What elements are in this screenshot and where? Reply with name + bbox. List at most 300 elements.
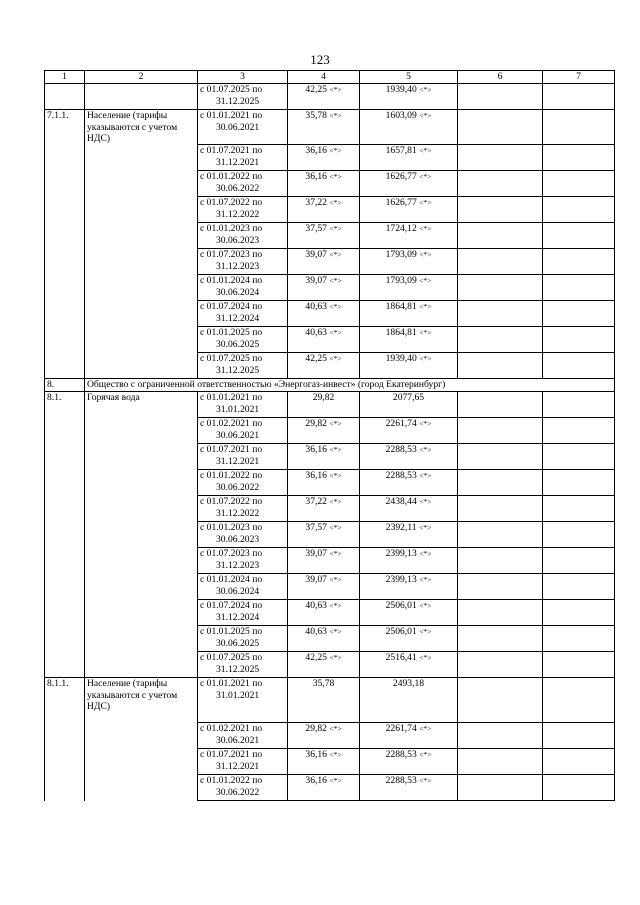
footnote-mark: <*> [419, 497, 432, 506]
value: 2506,01 [385, 626, 417, 637]
footnote-mark: <*> [419, 354, 432, 363]
period [198, 418, 288, 444]
period-end: 31.12.2021 [216, 156, 260, 168]
consumer-group [85, 223, 198, 249]
component-value-2 [360, 249, 458, 275]
tariff-row [45, 110, 615, 145]
consumer-group: Горячая вода [85, 392, 198, 418]
period [198, 652, 288, 678]
value: 39,07 [305, 548, 327, 559]
consumer-group [85, 353, 198, 379]
consumer-group [85, 249, 198, 275]
row-number [45, 418, 85, 444]
period-end: 31.12.2021 [216, 455, 260, 467]
component-value-1 [288, 171, 360, 197]
footnote-mark: <*> [329, 419, 342, 428]
value: 40,63 [305, 600, 327, 611]
period-end: 31.12.2023 [216, 559, 260, 571]
column-header: 1 [45, 71, 85, 84]
period-end: 30.06.2024 [216, 585, 260, 597]
empty-cell-6 [458, 171, 543, 197]
row-number [45, 171, 85, 197]
value: 40,63 [305, 327, 327, 338]
row-number: 8.1.1. [45, 678, 85, 723]
empty-cell-6 [458, 301, 543, 327]
period-end: 30.06.2024 [216, 286, 260, 298]
component-value-1 [288, 197, 360, 223]
empty-cell-7 [543, 197, 615, 223]
empty-cell-6 [458, 600, 543, 626]
period-start: с 01.01.2021 по [200, 392, 263, 403]
period [198, 574, 288, 600]
row-number [45, 723, 85, 749]
period-end: 30.06.2021 [216, 121, 260, 133]
column-header: 4 [288, 71, 360, 84]
period-end: 31.01.2021 [216, 689, 260, 701]
row-number [45, 84, 85, 110]
tariff-row [45, 145, 615, 171]
value: 1864,81 [385, 327, 417, 338]
period [198, 223, 288, 249]
component-value-2 [360, 600, 458, 626]
page-number: 123 [310, 52, 330, 67]
value: 2261,74 [385, 723, 417, 734]
value: 42,25 [305, 652, 327, 663]
tariff-row [45, 223, 615, 249]
row-number [45, 444, 85, 470]
component-value-1 [288, 353, 360, 379]
value: 35,78 [305, 110, 327, 121]
empty-cell-6 [458, 626, 543, 652]
footnote-mark: <*> [329, 328, 342, 337]
footnote-mark: <*> [419, 328, 432, 337]
period-end: 30.06.2023 [216, 234, 260, 246]
empty-cell-7 [543, 522, 615, 548]
consumer-group [85, 522, 198, 548]
consumer-group [85, 574, 198, 600]
value: 2399,13 [385, 574, 417, 585]
empty-cell-6 [458, 678, 543, 723]
empty-cell-6 [458, 392, 543, 418]
row-number: 8. [45, 379, 85, 392]
value: 42,25 [305, 353, 327, 364]
tariff-table [44, 70, 615, 801]
component-value-2 [360, 678, 458, 723]
footnote-mark: <*> [329, 724, 342, 733]
period-start: с 01.07.2025 по [200, 353, 263, 364]
empty-cell-7 [543, 418, 615, 444]
row-number [45, 327, 85, 353]
empty-cell-7 [543, 353, 615, 379]
footnote-mark: <*> [329, 627, 342, 636]
period [198, 678, 288, 723]
footnote-mark: <*> [329, 750, 342, 759]
period-end: 30.06.2021 [216, 429, 260, 441]
value: 39,07 [305, 574, 327, 585]
tariff-row [45, 723, 615, 749]
empty-cell-7 [543, 652, 615, 678]
row-number [45, 775, 85, 801]
period-end: 31.12.2022 [216, 507, 260, 519]
value: 2493,18 [392, 678, 425, 689]
period-start: с 01.07.2023 по [200, 249, 263, 260]
row-number [45, 652, 85, 678]
component-value-2 [360, 418, 458, 444]
footnote-mark: <*> [329, 653, 342, 662]
empty-cell-7 [543, 84, 615, 110]
value: 37,22 [305, 496, 327, 507]
tariff-row [45, 327, 615, 353]
consumer-group [85, 145, 198, 171]
component-value-2 [360, 522, 458, 548]
footnote-mark: <*> [419, 111, 432, 120]
component-value-2 [360, 110, 458, 145]
period-start: с 01.01.2025 по [200, 327, 263, 338]
footnote-mark: <*> [419, 172, 432, 181]
value: 2261,74 [385, 418, 417, 429]
component-value-2 [360, 574, 458, 600]
column-header: 6 [458, 71, 543, 84]
consumer-group: Население (тарифы указываются с учетом НДС) [85, 678, 198, 723]
empty-cell-7 [543, 223, 615, 249]
row-number [45, 275, 85, 301]
footnote-mark: <*> [329, 575, 342, 584]
component-value-2 [360, 145, 458, 171]
footnote-mark: <*> [419, 776, 432, 785]
component-value-1 [288, 301, 360, 327]
empty-cell-7 [543, 171, 615, 197]
row-number [45, 626, 85, 652]
footnote-mark: <*> [329, 224, 342, 233]
tariff-row [45, 418, 615, 444]
value: 1626,77 [385, 171, 417, 182]
empty-cell-6 [458, 353, 543, 379]
footnote-mark: <*> [419, 601, 432, 610]
row-number: 7.1.1. [45, 110, 85, 145]
component-value-1 [288, 548, 360, 574]
empty-cell-7 [543, 301, 615, 327]
empty-cell-7 [543, 110, 615, 145]
period-start: с 01.07.2021 по [200, 145, 263, 156]
value: 36,16 [305, 145, 327, 156]
row-number: 8.1. [45, 392, 85, 418]
tariff-row [45, 652, 615, 678]
row-number [45, 353, 85, 379]
component-value-2 [360, 223, 458, 249]
footnote-mark: <*> [329, 111, 342, 120]
row-number [45, 522, 85, 548]
component-value-1 [288, 775, 360, 801]
period [198, 145, 288, 171]
empty-cell-6 [458, 548, 543, 574]
component-value-2 [360, 496, 458, 522]
period [198, 775, 288, 801]
empty-cell-6 [458, 470, 543, 496]
value: 1793,09 [385, 249, 417, 260]
row-number [45, 249, 85, 275]
component-value-1 [288, 678, 360, 723]
period [198, 548, 288, 574]
period-end: 30.06.2022 [216, 182, 260, 194]
empty-cell-7 [543, 392, 615, 418]
period [198, 496, 288, 522]
period-start: с 01.07.2025 по [200, 84, 263, 95]
period-start: с 01.07.2022 по [200, 197, 263, 208]
period-start: с 01.07.2025 по [200, 652, 263, 663]
column-header: 5 [360, 71, 458, 84]
period [198, 723, 288, 749]
consumer-group [85, 775, 198, 801]
component-value-1 [288, 496, 360, 522]
empty-cell-6 [458, 223, 543, 249]
consumer-group [85, 548, 198, 574]
value: 1939,40 [385, 353, 417, 364]
value: 2506,01 [385, 600, 417, 611]
period-end: 30.06.2025 [216, 338, 260, 350]
row-number [45, 145, 85, 171]
component-value-1 [288, 723, 360, 749]
period [198, 301, 288, 327]
empty-cell-7 [543, 723, 615, 749]
column-header: 2 [85, 71, 198, 84]
footnote-mark: <*> [329, 250, 342, 259]
value: 2399,13 [385, 548, 417, 559]
component-value-1 [288, 110, 360, 145]
component-value-2 [360, 301, 458, 327]
empty-cell-6 [458, 522, 543, 548]
tariff-row [45, 600, 615, 626]
period-end: 31.12.2021 [216, 760, 260, 772]
value: 36,16 [305, 171, 327, 182]
tariff-row [45, 275, 615, 301]
period-end: 31.01.2021 [216, 403, 260, 415]
value: 40,63 [305, 301, 327, 312]
period-end: 31.12.2025 [216, 364, 260, 376]
period [198, 522, 288, 548]
row-number [45, 548, 85, 574]
period [198, 275, 288, 301]
footnote-mark: <*> [329, 601, 342, 610]
value: 36,16 [305, 444, 327, 455]
period-end: 31.12.2025 [216, 663, 260, 675]
row-number [45, 496, 85, 522]
value: 42,25 [305, 84, 327, 95]
value: 2516,41 [385, 652, 417, 663]
footnote-mark: <*> [329, 276, 342, 285]
empty-cell-6 [458, 145, 543, 171]
period [198, 626, 288, 652]
component-value-2 [360, 470, 458, 496]
period-start: с 01.01.2025 по [200, 626, 263, 637]
component-value-2 [360, 444, 458, 470]
component-value-1 [288, 626, 360, 652]
footnote-mark: <*> [419, 302, 432, 311]
component-value-2 [360, 652, 458, 678]
consumer-group [85, 600, 198, 626]
period-start: с 01.07.2021 по [200, 749, 263, 760]
value: 36,16 [305, 749, 327, 760]
empty-cell-6 [458, 652, 543, 678]
tariff-row [45, 171, 615, 197]
tariff-row [45, 626, 615, 652]
empty-cell-7 [543, 327, 615, 353]
component-value-1 [288, 574, 360, 600]
empty-cell-6 [458, 418, 543, 444]
value: 40,63 [305, 626, 327, 637]
period-start: с 01.01.2021 по [200, 678, 263, 689]
component-value-1 [288, 444, 360, 470]
consumer-group [85, 470, 198, 496]
period [198, 353, 288, 379]
empty-cell-7 [543, 749, 615, 775]
period-end: 31.12.2025 [216, 95, 260, 107]
period-end: 31.12.2024 [216, 312, 260, 324]
tariff-row [45, 301, 615, 327]
footnote-mark: <*> [419, 575, 432, 584]
footnote-mark: <*> [419, 419, 432, 428]
value: 1793,09 [385, 275, 417, 286]
period-end: 31.12.2024 [216, 611, 260, 623]
footnote-mark: <*> [419, 523, 432, 532]
footnote-mark: <*> [419, 627, 432, 636]
component-value-1 [288, 249, 360, 275]
period-start: с 01.07.2023 по [200, 548, 263, 559]
consumer-group [85, 749, 198, 775]
value: 36,16 [305, 470, 327, 481]
tariff-row [45, 496, 615, 522]
footnote-mark: <*> [419, 276, 432, 285]
component-value-2 [360, 749, 458, 775]
row-number [45, 574, 85, 600]
period [198, 444, 288, 470]
value: 29,82 [305, 418, 327, 429]
empty-cell-6 [458, 496, 543, 522]
tariff-row [45, 678, 615, 723]
value: 39,07 [305, 275, 327, 286]
component-value-2 [360, 327, 458, 353]
component-value-2 [360, 626, 458, 652]
period [198, 84, 288, 110]
period [198, 749, 288, 775]
period-start: с 01.01.2024 по [200, 574, 263, 585]
period [198, 392, 288, 418]
value: 1626,77 [385, 197, 417, 208]
empty-cell-7 [543, 600, 615, 626]
empty-cell-7 [543, 678, 615, 723]
row-number [45, 301, 85, 327]
empty-cell-7 [543, 145, 615, 171]
empty-cell-6 [458, 327, 543, 353]
footnote-mark: <*> [329, 302, 342, 311]
value: 29,82 [305, 723, 327, 734]
consumer-group [85, 301, 198, 327]
component-value-1 [288, 418, 360, 444]
period-end: 30.06.2022 [216, 481, 260, 493]
component-value-1 [288, 84, 360, 110]
period-start: с 01.01.2022 по [200, 171, 263, 182]
footnote-mark: <*> [329, 776, 342, 785]
period-end: 30.06.2023 [216, 533, 260, 545]
period-end: 30.06.2022 [216, 786, 260, 798]
consumer-group [85, 723, 198, 749]
component-value-1 [288, 522, 360, 548]
component-value-2 [360, 548, 458, 574]
consumer-group [85, 444, 198, 470]
component-value-1 [288, 470, 360, 496]
period-start: с 01.01.2023 по [200, 522, 263, 533]
period-start: с 01.01.2022 по [200, 775, 263, 786]
empty-cell-7 [543, 574, 615, 600]
component-value-2 [360, 171, 458, 197]
component-value-1 [288, 652, 360, 678]
period-start: с 01.01.2022 по [200, 470, 263, 481]
footnote-mark: <*> [329, 172, 342, 181]
row-number [45, 197, 85, 223]
component-value-2 [360, 275, 458, 301]
tariff-row [45, 470, 615, 496]
value: 1603,09 [385, 110, 417, 121]
empty-cell-7 [543, 249, 615, 275]
empty-cell-6 [458, 275, 543, 301]
component-value-2 [360, 84, 458, 110]
tariff-row [45, 353, 615, 379]
tariff-row [45, 749, 615, 775]
tariff-row [45, 444, 615, 470]
empty-cell-6 [458, 110, 543, 145]
empty-cell-6 [458, 749, 543, 775]
footnote-mark: <*> [329, 471, 342, 480]
value: 36,16 [305, 775, 327, 786]
empty-cell-6 [458, 249, 543, 275]
organization-name: Общество с ограниченной ответственностью «Энергогаз-инвест» (город Екатеринбург) [85, 379, 615, 392]
component-value-1 [288, 749, 360, 775]
footnote-mark: <*> [419, 85, 432, 94]
empty-cell-7 [543, 470, 615, 496]
component-value-2 [360, 392, 458, 418]
period-end: 30.06.2025 [216, 637, 260, 649]
consumer-group [85, 626, 198, 652]
footnote-mark: <*> [419, 445, 432, 454]
consumer-group [85, 84, 198, 110]
column-header: 3 [198, 71, 288, 84]
value: 2288,53 [385, 775, 417, 786]
tariff-row [45, 574, 615, 600]
period-end: 31.12.2022 [216, 208, 260, 220]
consumer-group [85, 171, 198, 197]
period-start: с 01.01.2023 по [200, 223, 263, 234]
footnote-mark: <*> [329, 497, 342, 506]
component-value-1 [288, 145, 360, 171]
footnote-mark: <*> [419, 224, 432, 233]
tariff-row [45, 392, 615, 418]
value: 2392,11 [385, 522, 417, 533]
value: 2438,44 [385, 496, 417, 507]
tariff-row [45, 84, 615, 110]
footnote-mark: <*> [329, 85, 342, 94]
column-header: 7 [543, 71, 615, 84]
empty-cell-6 [458, 84, 543, 110]
period [198, 249, 288, 275]
component-value-1 [288, 600, 360, 626]
empty-cell-6 [458, 723, 543, 749]
consumer-group [85, 652, 198, 678]
footnote-mark: <*> [419, 549, 432, 558]
component-value-1 [288, 327, 360, 353]
empty-cell-6 [458, 197, 543, 223]
value: 39,07 [305, 249, 327, 260]
empty-cell-7 [543, 444, 615, 470]
period-start: с 01.02.2021 по [200, 723, 263, 734]
